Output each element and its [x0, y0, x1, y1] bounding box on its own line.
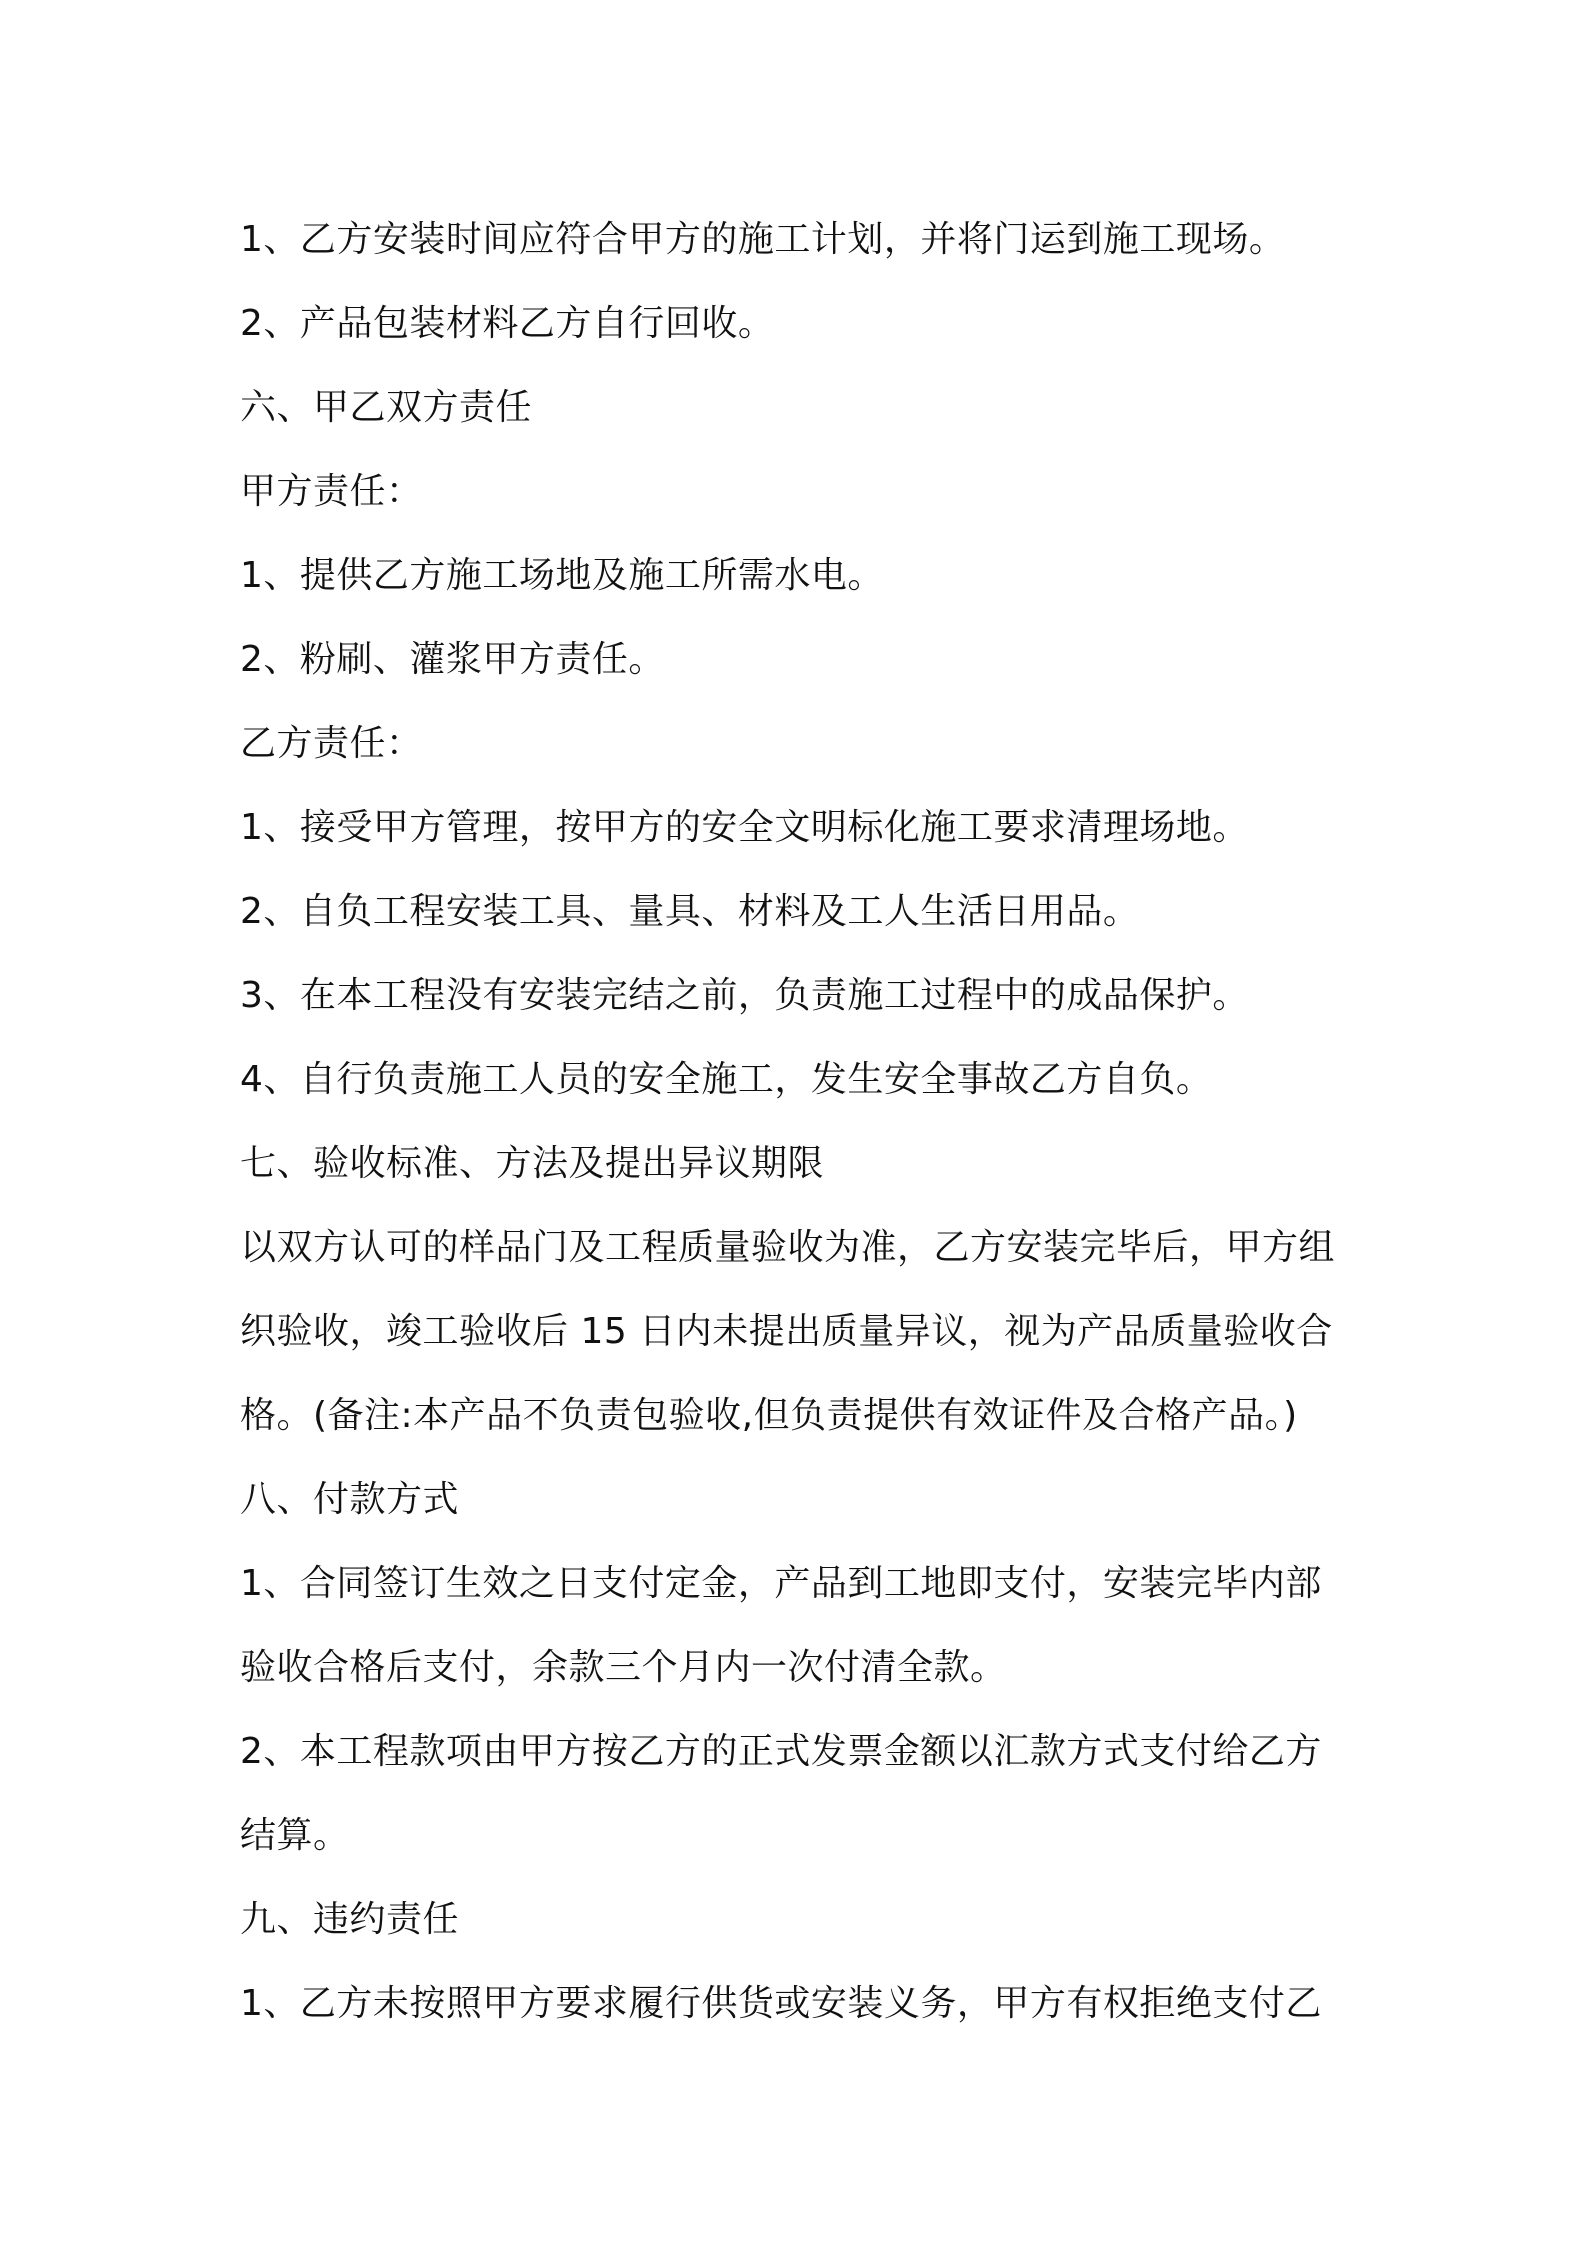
text-line: 2、粉刷、灌浆甲方责任。 — [240, 639, 665, 680]
subheading: 甲方责任： — [240, 471, 423, 512]
text-line: 格。(备注:本产品不负责包验收,但负责提供有效证件及合格产品。) — [240, 1395, 1298, 1436]
text-line: 以双方认可的样品门及工程质量验收为准，乙方安装完毕后，甲方组 — [240, 1227, 1336, 1268]
text-line: 验收合格后支付，余款三个月内一次付清全款。 — [240, 1647, 1007, 1688]
text-line: 1、乙方安装时间应符合甲方的施工计划，并将门运到施工现场。 — [240, 219, 1286, 260]
subheading: 乙方责任： — [240, 723, 423, 764]
text-line: 2、产品包装材料乙方自行回收。 — [240, 303, 775, 344]
text-line: 4、自行负责施工人员的安全施工，发生安全事故乙方自负。 — [240, 1059, 1213, 1100]
section-heading: 六、甲乙双方责任 — [240, 387, 533, 428]
section-heading: 九、违约责任 — [240, 1899, 460, 1940]
section-heading: 七、验收标准、方法及提出异议期限 — [240, 1143, 825, 1184]
text-line: 1、提供乙方施工场地及施工所需水电。 — [240, 555, 884, 596]
text-line: 结算。 — [240, 1815, 350, 1856]
document-body — [240, 198, 1360, 2046]
text-line: 2、自负工程安装工具、量具、材料及工人生活日用品。 — [240, 891, 1140, 932]
text-line: 1、乙方未按照甲方要求履行供货或安装义务，甲方有权拒绝支付乙 — [240, 1983, 1322, 2024]
section-heading: 八、付款方式 — [240, 1479, 460, 1520]
text-line: 织验收，竣工验收后 15 日内未提出质量异议，视为产品质量验收合 — [240, 1311, 1333, 1352]
text-line: 1、接受甲方管理，按甲方的安全文明标化施工要求清理场地。 — [240, 807, 1249, 848]
text-line: 3、在本工程没有安装完结之前，负责施工过程中的成品保护。 — [240, 975, 1249, 1016]
text-line: 1、合同签订生效之日支付定金，产品到工地即支付，安装完毕内部 — [240, 1563, 1322, 1604]
text-line: 2、本工程款项由甲方按乙方的正式发票金额以汇款方式支付给乙方 — [240, 1731, 1322, 1772]
